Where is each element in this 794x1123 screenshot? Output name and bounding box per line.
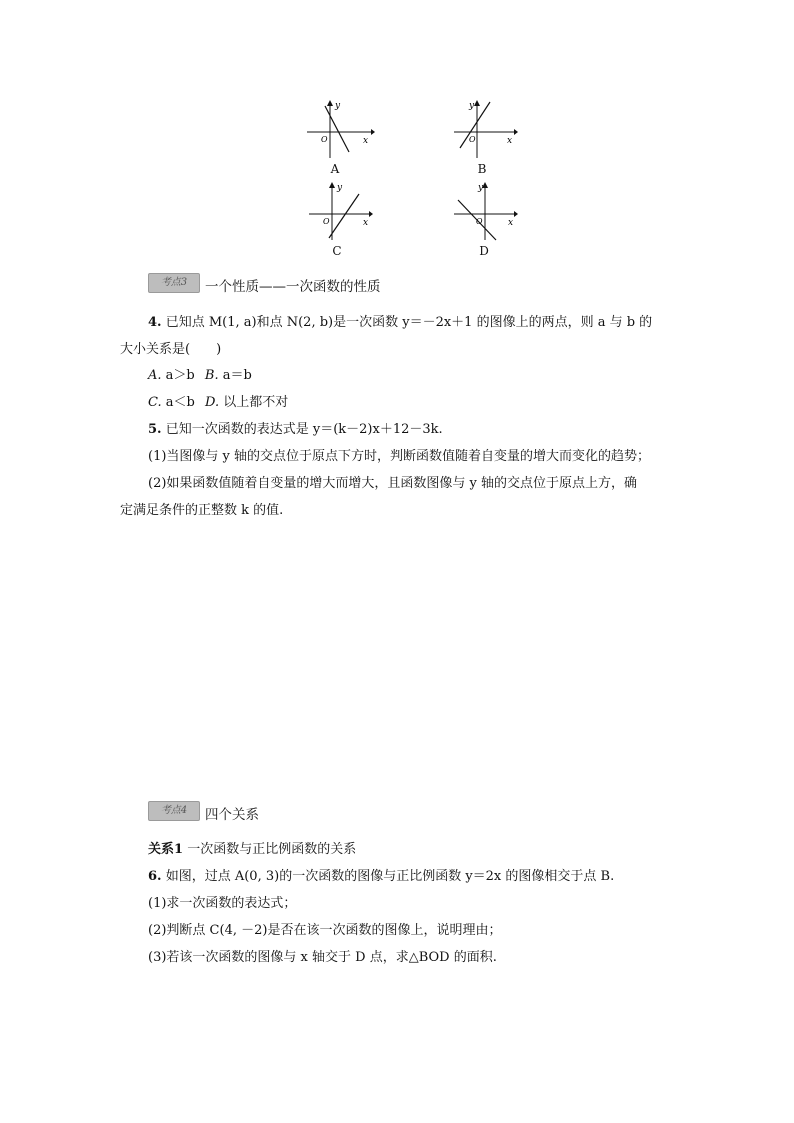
q4-options-ab [148,364,252,383]
svg-text:x: x [363,136,369,146]
q6-text: 如图，过点 A(0, 3)的一次函数的图像与正比例函数 y＝2x 的图像相交于点 B. [165,869,615,884]
svg-text:O: O [323,217,330,226]
q4-option-c-letter: C. [148,395,162,410]
svg-text:x: x [508,218,514,228]
q5-part1: (1)当图像与 y 轴的交点位于原点下方时，判断函数值随着自变量的增大而变化的趋势； [148,449,651,464]
graph-c-label: C [332,244,342,258]
q4-option-b-letter: B. [204,368,219,383]
q6-part2: (2)判断点 C(4, －2)是否在该一次函数的图像上，说明理由； [148,923,502,938]
svg-text:x: x [363,218,369,228]
relation1-label: 关系1 [148,842,184,857]
q5-number: 5. [148,422,162,437]
q4-option-a: a＞b [165,368,195,383]
graph-b-svg [452,100,522,160]
q4-text1: 已知点 M(1, a)和点 N(2, b)是一次函数 y＝－2x＋1 的图像上的两点，则 a 与 b 的 [165,315,653,330]
svg-text:O: O [476,217,483,226]
q4-line1 [148,311,652,330]
graph-d-svg [452,182,522,242]
graph-a-svg [305,100,375,160]
q6-line [148,865,614,884]
svg-text:O: O [321,135,328,144]
graph-c [307,182,377,242]
section4-badge: 考点4 [148,801,200,821]
relation1-text: 一次函数与正比例函数的关系 [187,842,357,857]
q4-option-d-letter: D. [204,395,220,410]
svg-text:O: O [469,135,476,144]
q5-part2b: 定满足条件的正整数 k 的值. [120,503,284,518]
svg-text:y: y [335,101,341,111]
graph-d-label: D [479,244,489,258]
q4-text2: 大小关系是( ) [120,342,222,357]
q4-option-b: a＝b [222,368,252,383]
graph-b [452,100,522,160]
q4-number: 4. [148,315,162,330]
q6-number: 6. [148,869,162,884]
graph-d [452,182,522,242]
q4-option-a-letter: A. [148,368,162,383]
q6-part1: (1)求一次函数的表达式； [148,896,297,911]
q5-line [148,418,443,437]
graph-a-label: A [330,162,340,176]
svg-text:y: y [469,101,475,111]
section4-title: 四个关系 [205,807,259,823]
q5-text: 已知一次函数的表达式是 y＝(k－2)x＋12－3k. [165,422,443,437]
graph-b-label: B [477,162,487,176]
q5-part2a: (2)如果函数值随着自变量的增大而增大，且函数图像与 y 轴的交点位于原点上方，确 [148,476,638,491]
section3-title: 一个性质——一次函数的性质 [205,279,381,295]
svg-text:x: x [507,136,513,146]
svg-text:y: y [478,183,484,193]
svg-text:y: y [337,183,343,193]
relation1-heading [148,838,356,857]
q4-option-d: 以上都不对 [223,395,289,410]
q4-option-c: a＜b [165,395,195,410]
section3-badge: 考点3 [148,273,200,293]
graph-a [305,100,375,160]
graph-c-svg [307,182,377,242]
q4-options-cd [148,391,288,410]
q6-part3: (3)若该一次函数的图像与 x 轴交于 D 点，求△BOD 的面积. [148,950,497,965]
